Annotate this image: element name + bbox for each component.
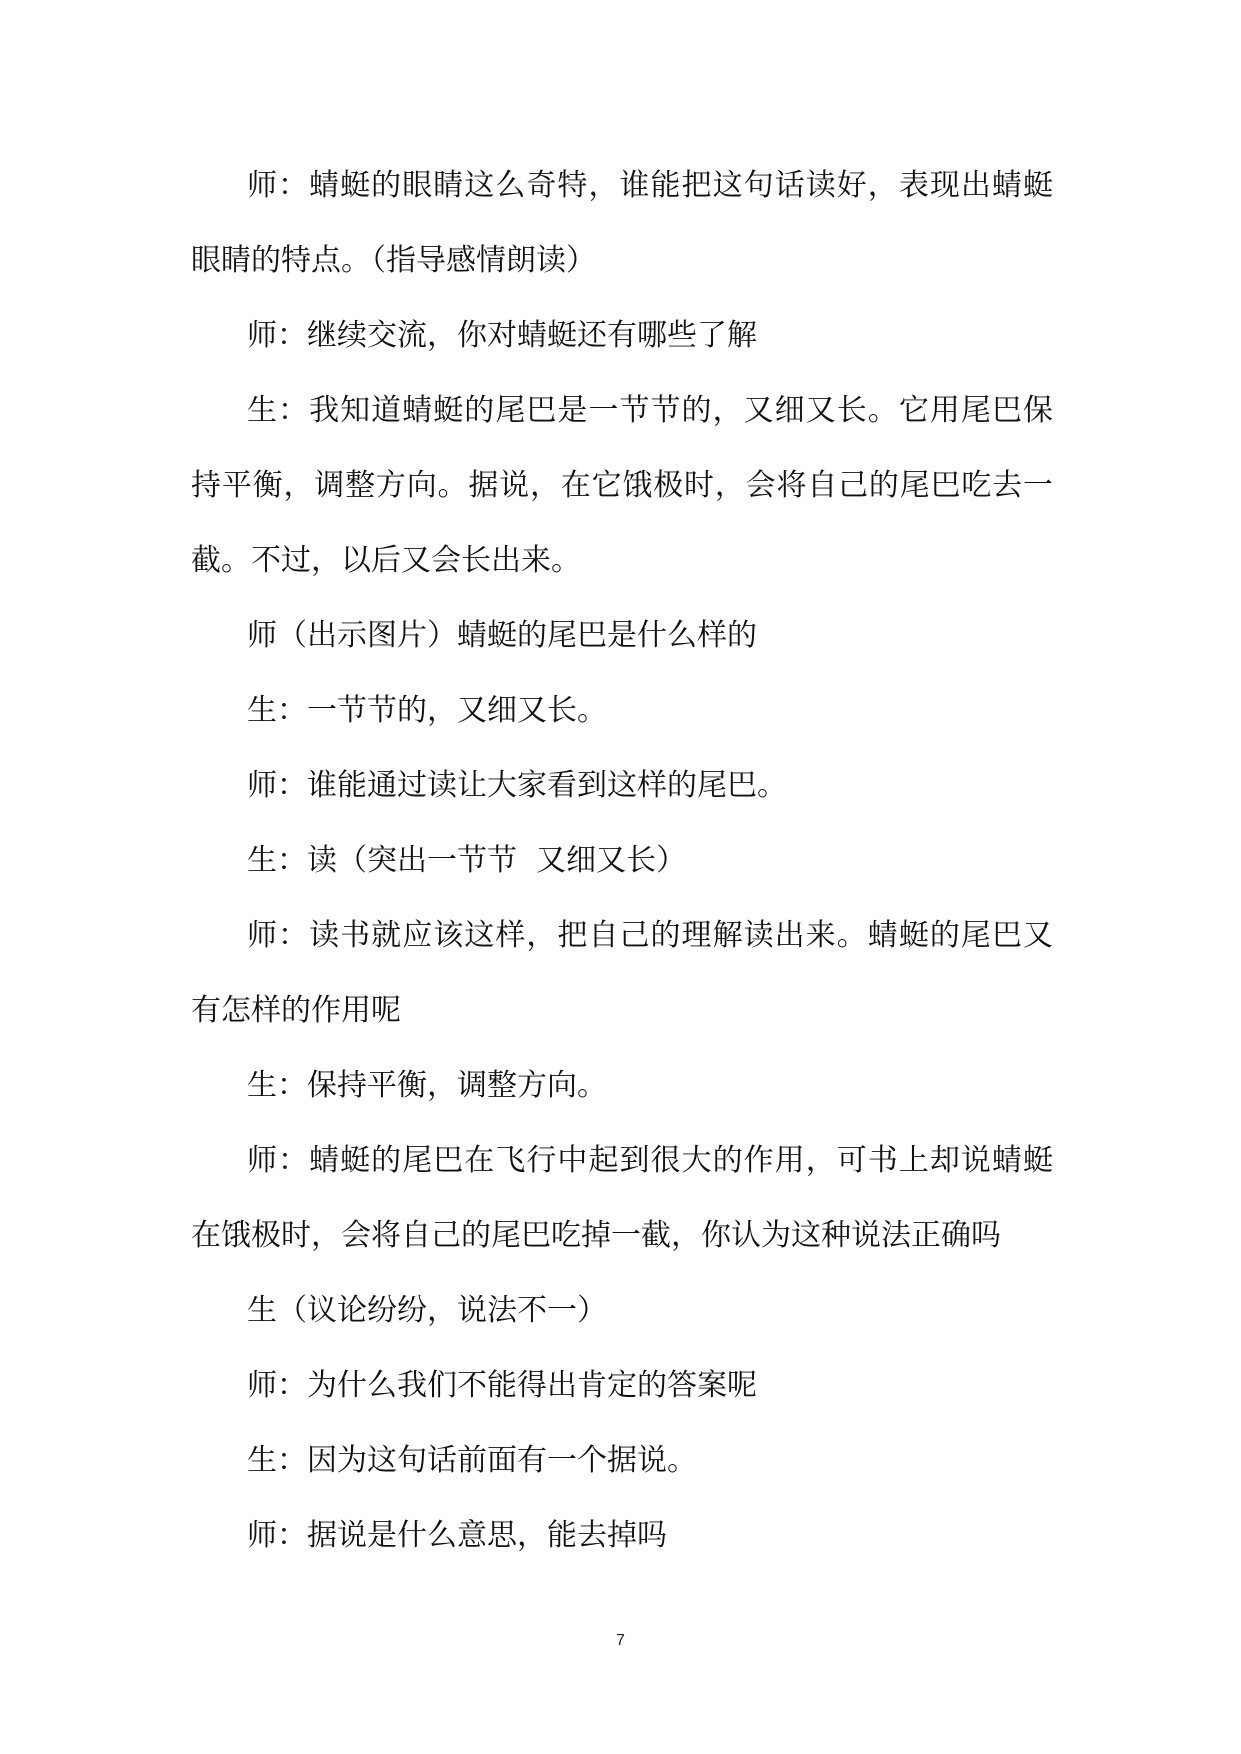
paragraph: 生：一节节的，又细又长。	[247, 693, 607, 728]
paragraph: 师：蜻蜓的眼睛这么奇特，谁能把这句话读好，表现出蜻蜓眼睛的特点。（指导感情朗读）	[191, 168, 1053, 278]
paragraph: 师：读书就应该这样，把自己的理解读出来。蜻蜓的尾巴又有怎样的作用呢	[191, 918, 1053, 1028]
paragraph: 师：据说是什么意思，能去掉吗	[247, 1518, 667, 1553]
paragraph: 生：我知道蜻蜓的尾巴是一节节的，又细又长。它用尾巴保持平衡，调整方向。据说，在它饿极时，会将自己的尾巴吃去一截。不过，以后又会长出来。	[191, 393, 1053, 578]
paragraph: 生：保持平衡，调整方向。	[247, 1068, 607, 1103]
paragraph: 师（出示图片）蜻蜓的尾巴是什么样的	[247, 618, 757, 653]
paragraph: 师：谁能通过读让大家看到这样的尾巴。	[247, 768, 787, 803]
page-number: 7	[616, 1632, 625, 1649]
paragraph: 师：继续交流，你对蜻蜓还有哪些了解	[247, 318, 757, 353]
paragraph: 生：读（突出一节节 又细又长）	[247, 843, 687, 878]
document-body	[191, 148, 1053, 1573]
paragraph: 生：因为这句话前面有一个据说。	[247, 1443, 697, 1478]
paragraph: 师：蜻蜓的尾巴在飞行中起到很大的作用，可书上却说蜻蜓在饿极时，会将自己的尾巴吃掉一截，你认为这种说法正确吗	[191, 1143, 1053, 1253]
paragraph: 生（议论纷纷，说法不一）	[247, 1293, 607, 1328]
paragraph: 师：为什么我们不能得出肯定的答案呢	[247, 1368, 757, 1403]
